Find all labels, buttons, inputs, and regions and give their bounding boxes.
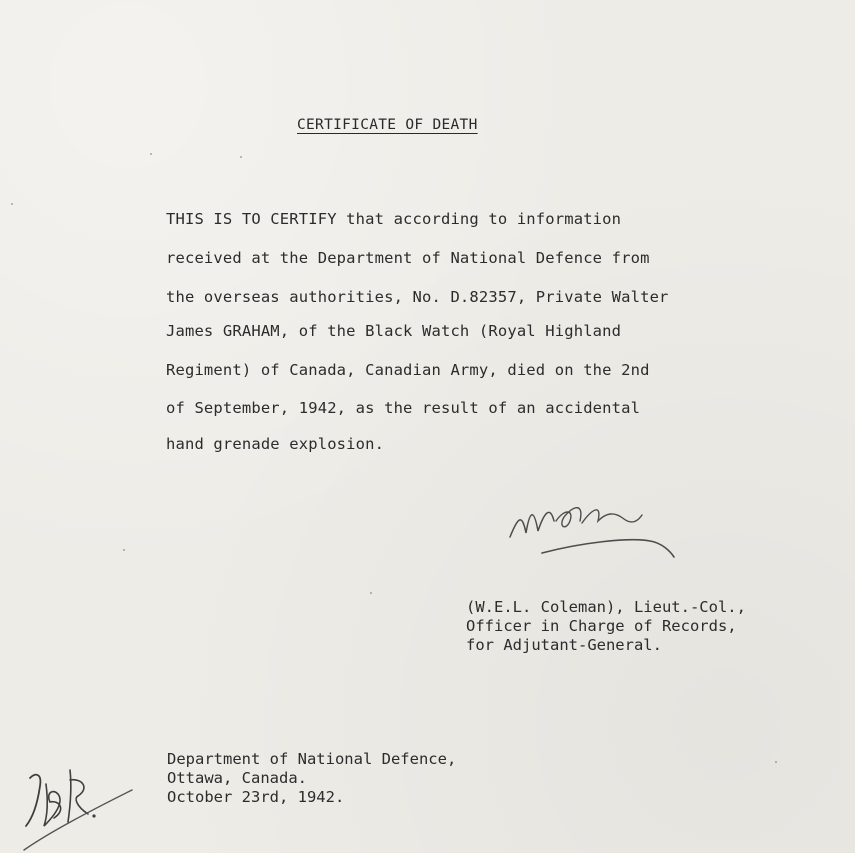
paper-speck xyxy=(11,203,13,205)
paper-speck xyxy=(370,592,372,594)
body-line-7: hand grenade explosion. xyxy=(166,435,385,453)
body-line-6: of September, 1942, as the result of an accidental xyxy=(166,399,641,417)
department-line-2: Ottawa, Canada. xyxy=(167,769,307,787)
paper-speck xyxy=(150,153,152,155)
department-block xyxy=(167,750,456,807)
body-line-3: the overseas authorities, No. D.82357, Private Walter xyxy=(166,288,669,306)
department-line-3: October 23rd, 1942. xyxy=(167,788,345,806)
paper-speck xyxy=(123,549,125,551)
margin-initials-mark xyxy=(16,760,146,853)
document-title: CERTIFICATE OF DEATH xyxy=(297,117,478,133)
paper-speck xyxy=(775,761,777,763)
body-line-4: James GRAHAM, of the Black Watch (Royal Highland xyxy=(166,322,622,340)
signatory-block xyxy=(466,598,746,655)
paper-speck xyxy=(240,156,242,158)
signatory-line-1: (W.E.L. Coleman), Lieut.-Col., xyxy=(466,598,746,616)
body-line-5: Regiment) of Canada, Canadian Army, died on the 2nd xyxy=(166,361,650,379)
body-line-1: THIS IS TO CERTIFY that according to information xyxy=(166,210,622,228)
body-line-2: received at the Department of National Defence from xyxy=(166,249,650,267)
department-line-1: Department of National Defence, xyxy=(167,750,457,768)
signatory-line-3: for Adjutant-General. xyxy=(466,636,662,654)
signatory-line-2: Officer in Charge of Records, xyxy=(466,617,737,635)
signature-mark xyxy=(500,485,690,565)
